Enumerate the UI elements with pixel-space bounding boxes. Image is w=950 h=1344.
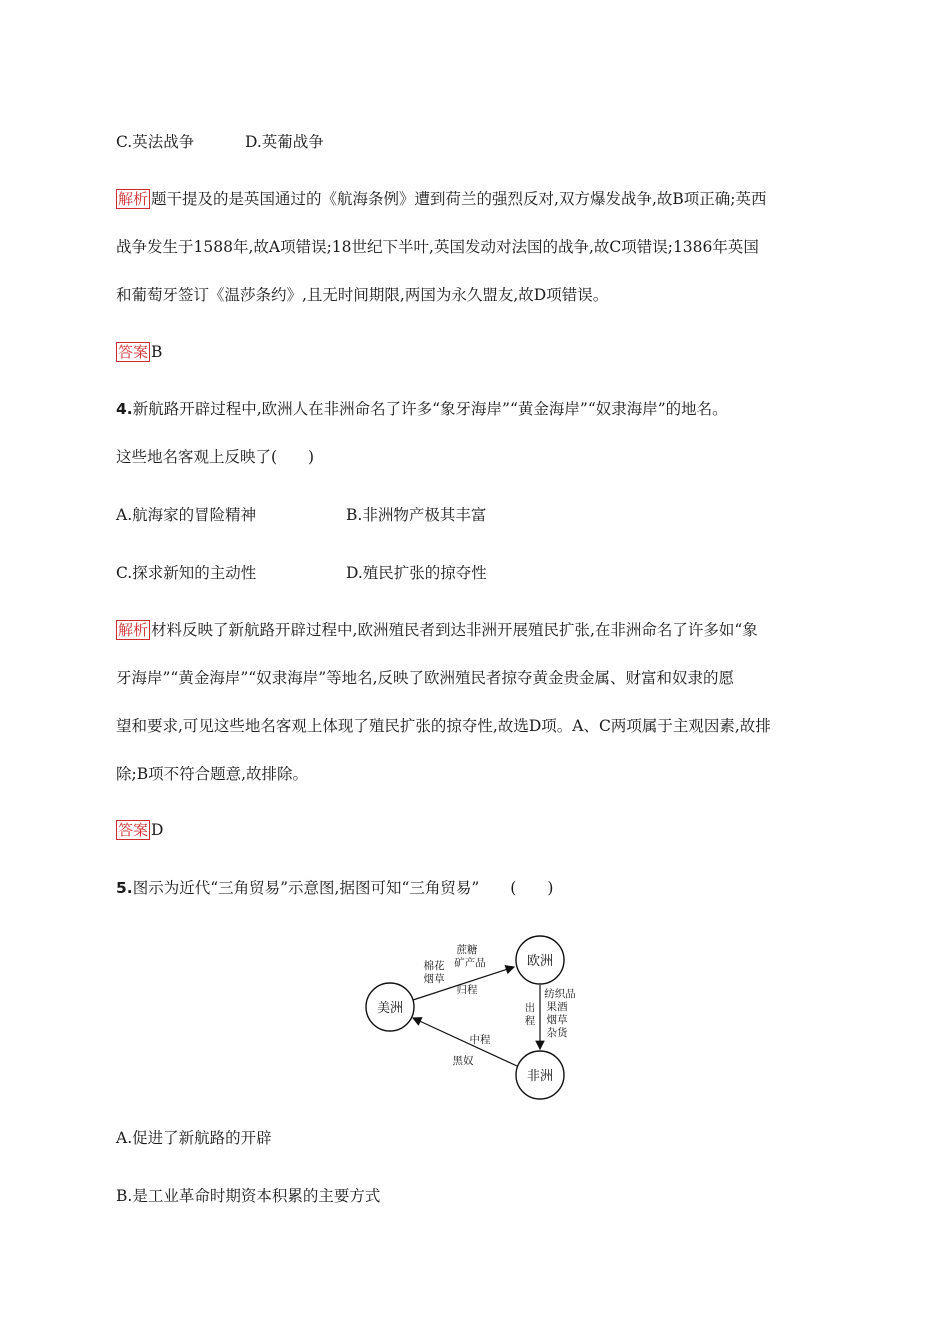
q4-option-a: A.航海家的冒险精神 — [116, 506, 257, 524]
goods-minerals: 矿产品 — [454, 957, 486, 969]
q4-analysis-line-1: 解析 材料反映了新航路开辟过程中,欧洲殖民者到达非洲开展殖民扩张,在非洲命名了许多如“象 — [118, 621, 758, 639]
slaves-label: 黑奴 — [452, 1055, 474, 1067]
q5-option-a: A.促进了新航路的开辟 — [116, 1129, 272, 1147]
question-number: 4. — [116, 400, 133, 418]
q4-stem-line-2: 这些地名客观上反映了( ) — [116, 448, 315, 466]
q3-analysis-line-2: 战争发生于1588年,故A项错误;18世纪下半叶,英国发动对法国的战争,故C项错误;1386年英国 — [116, 238, 759, 256]
goods-sundries: 杂货 — [546, 1027, 568, 1039]
q4-stem-line-1: 4.新航路开辟过程中,欧洲人在非洲命名了许多“象牙海岸”“黄金海岸”“奴隶海岸”的地名。 — [116, 400, 728, 418]
africa-label: 非洲 — [526, 1069, 554, 1084]
outbound-leg-label-2: 程 — [524, 1015, 536, 1027]
answer-tag: 答案 — [118, 821, 149, 839]
triangular-trade-diagram — [360, 925, 600, 1105]
q3-analysis-line-1: 解析 题干提及的是英国通过的《航海条例》遭到荷兰的强烈反对,双方爆发战争,故B项正确;英西 — [118, 190, 767, 208]
q4-analysis-line-2: 牙海岸”“黄金海岸”“奴隶海岸”等地名,反映了欧洲殖民者掠夺黄金贵金属、财富和奴隶的愿 — [116, 669, 735, 687]
goods-wine: 果酒 — [546, 1001, 568, 1013]
q4-option-c: C.探求新知的主动性 — [116, 564, 257, 582]
q5-stem: 5.图示为近代“三角贸易”示意图,据图可知“三角贸易” ( ) — [116, 879, 554, 897]
europe-label: 欧洲 — [526, 954, 554, 969]
q4-answer: 答案 D — [118, 821, 164, 839]
q3-option-c: C.英法战争 — [116, 133, 195, 151]
goods-textiles: 纺织品 — [544, 988, 576, 1000]
middle-leg-label: 中程 — [469, 1034, 491, 1046]
answer-tag: 答案 — [118, 343, 149, 361]
analysis-tag: 解析 — [118, 190, 149, 208]
q4-analysis-line-4: 除;B项不符合题意,故排除。 — [116, 765, 309, 783]
goods-cotton: 棉花 — [423, 960, 445, 972]
return-leg-label: 归程 — [456, 984, 478, 996]
q3-option-d: D.英葡战争 — [245, 133, 324, 151]
q4-option-d: D.殖民扩张的掠夺性 — [346, 564, 487, 582]
q4-analysis-line-3: 望和要求,可见这些地名客观上体现了殖民扩张的掠夺性,故选D项。A、C两项属于主观因素,故排 — [116, 717, 771, 735]
analysis-tag: 解析 — [118, 621, 149, 639]
outbound-leg-label-1: 出 — [524, 1002, 536, 1014]
q3-answer: 答案 B — [118, 343, 163, 361]
goods-sugar: 蔗糖 — [456, 944, 478, 956]
q3-analysis-line-3: 和葡萄牙签订《温莎条约》,且无时间期限,两国为永久盟友,故D项错误。 — [116, 286, 609, 304]
goods-tobacco: 烟草 — [423, 973, 445, 985]
goods-tobacco-2: 烟草 — [546, 1014, 568, 1026]
america-label: 美洲 — [376, 1001, 404, 1016]
q4-option-b: B.非洲物产极其丰富 — [346, 506, 487, 524]
question-number: 5. — [116, 879, 133, 897]
q5-option-b: B.是工业革命时期资本积累的主要方式 — [116, 1187, 381, 1205]
